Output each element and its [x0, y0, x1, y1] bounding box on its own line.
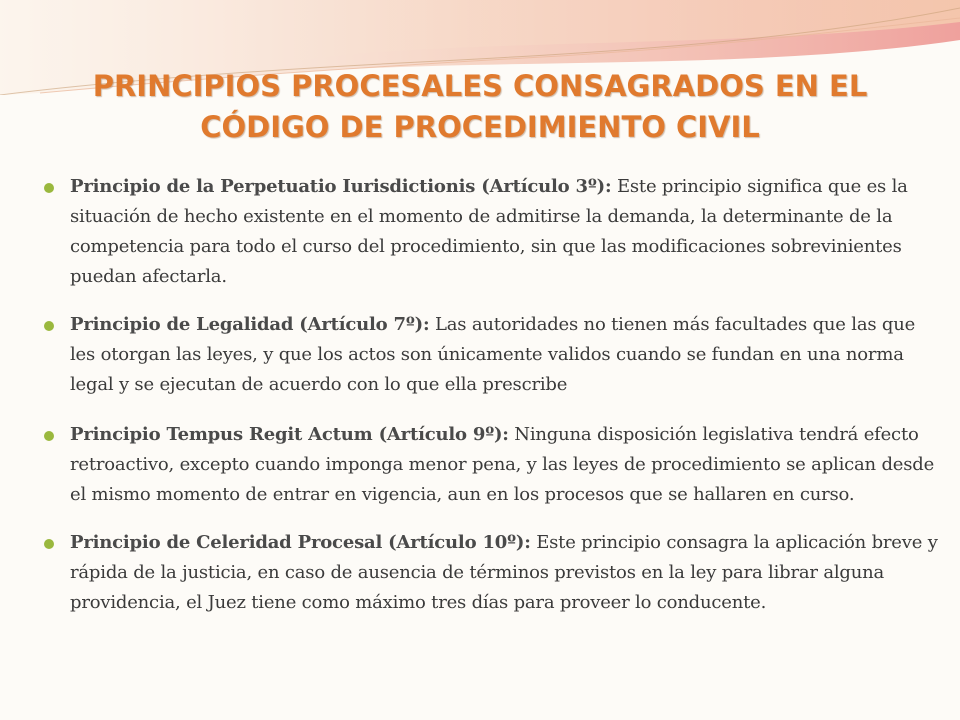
- bullet-heading: Principio de la Perpetuatio Iurisdictionis (Artículo 3º):: [70, 176, 612, 197]
- bullet-heading: Principio Tempus Regit Actum (Artículo 9º):: [70, 424, 509, 445]
- bullet-list: [44, 172, 944, 636]
- bullet-heading: Principio de Legalidad (Artículo 7º):: [70, 314, 430, 335]
- bullet-item: [44, 310, 944, 400]
- bullet-text: Ninguna disposición legislativa tendrá efecto retroactivo, excepto cuando imponga menor pena, y las leyes de procedimiento se aplican desde el mismo momento de entrar en vigencia, aun en los procesos que se hallaren en curso.: [70, 424, 935, 505]
- bullet-heading: Principio de Celeridad Procesal (Artículo 10º):: [70, 532, 531, 553]
- bullet-text: Las autoridades no tienen más facultades que las que les otorgan las leyes, y que los actos son únicamente validos cuando se fundan en una norma legal y se ejecutan de acuerdo con lo que ella prescribe: [70, 314, 916, 395]
- bullet-item: [44, 172, 944, 292]
- bullet-text: Este principio consagra la aplicación breve y rápida de la justicia, en caso de ausencia de términos previstos en la ley para librar alguna providencia, el Juez tiene como máximo tres días para proveer lo conducente.: [70, 532, 938, 613]
- bullet-dot-icon: [44, 539, 54, 549]
- bullet-dot-icon: [44, 431, 54, 441]
- bullet-dot-icon: [44, 321, 54, 331]
- bullet-item: [44, 420, 944, 510]
- title-line-1: PRINCIPIOS PROCESALES CONSAGRADOS EN EL: [92, 69, 868, 103]
- slide-title: [40, 66, 920, 148]
- bullet-text: Este principio significa que es la situación de hecho existente en el momento de admitirse la demanda, la determinante de la competencia para todo el curso del procedimiento, sin que las modificaciones sobrevinientes puedan afectarla.: [70, 176, 908, 287]
- bullet-item: [44, 528, 944, 618]
- bullet-dot-icon: [44, 183, 54, 193]
- title-line-2: CÓDIGO DE PROCEDIMIENTO CIVIL: [200, 110, 760, 144]
